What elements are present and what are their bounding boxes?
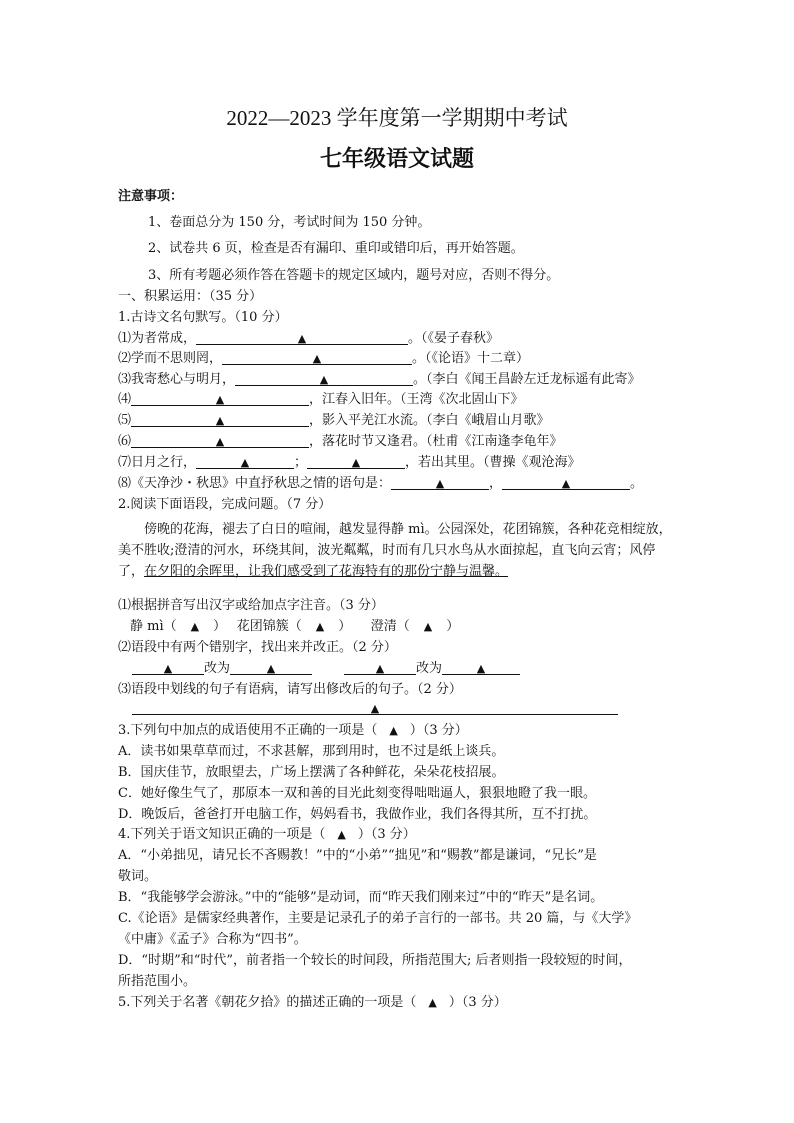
q2-passage: 傍晚的花海，褪去了白日的喧闹，越发显得静 mì。公园深处，花团锦簇，各种花竞相绽放，美不胜收;澄清的河水，环绕其间，波光粼粼，时而有几只水鸟从水面掠起，直飞向云宵；风停了，在夕阳的余晖里，让我们感受到了花海特有的那份宁静与温馨。: [118, 522, 672, 579]
answer-marker-icon: ▲: [297, 332, 307, 345]
q4-option-a-line-1: A．“小弟拙见，请兄长不吝赐教！”中的“小弟”“拙见”和“赐教”都是谦词，“兄长”是: [118, 848, 597, 863]
underlined-sentence: 在夕阳的余晖里，让我们感受到了花海特有的那份宁静与温馨。: [144, 564, 509, 579]
q2-sub-1: ⑴根据拼音写出汉字或给加点字注音。（3 分）: [118, 598, 384, 613]
answer-marker-icon: ▲: [561, 477, 571, 490]
q3-stem: 3.下列句中加点的成语使用不正确的一项是（ ▲ ）（3 分）: [118, 723, 468, 738]
answer-marker-icon[interactable]: ▲: [337, 828, 346, 841]
answer-blank[interactable]: [132, 700, 618, 715]
notice-item-3: 3、所有考题必须作答在答题卡的规定区域内，题号对应，否则不得分。: [148, 268, 560, 283]
answer-blank[interactable]: [502, 475, 630, 490]
q2-sub-1-answers: 静 mì（ ▲ ） 花团锦簇（ ▲ ） 澄清（ ▲ ）: [130, 619, 460, 634]
answer-marker-icon: ▲: [351, 456, 361, 469]
q1-line-8: ⑻《天净沙・秋思》中直抒秋思之情的语句是： ▲ ， ▲ 。: [118, 476, 644, 491]
q4-option-c-line-1: C.《论语》是儒家经典著作，主要是记录孔子的弟子言行的一部书。共 20 篇，与《大学》: [118, 911, 638, 926]
q2-sub-2-answers: ▲ 改为 ▲ ▲ 改为 ▲: [132, 660, 520, 678]
answer-marker-icon: ▲: [215, 393, 225, 406]
answer-marker-icon: ▲: [370, 702, 380, 715]
q1-line-6: ⑹ ▲ ，落花时节又逢君。（杜甫《江南逢李龟年》: [118, 434, 563, 449]
q1-line-7: ⑺日月之行， ▲ ； ▲ ，若出其里。（曹操《观沧海》: [118, 455, 581, 470]
answer-marker-icon[interactable]: ▲: [190, 620, 200, 633]
q1-line-1: ⑴为者常成， ▲ 。（《晏子春秋》: [118, 331, 500, 346]
answer-blank[interactable]: [196, 454, 294, 469]
answer-blank[interactable]: [222, 350, 412, 365]
answer-marker-icon: ▲: [215, 414, 225, 427]
answer-marker-icon: ▲: [240, 456, 250, 469]
answer-marker-icon: ▲: [312, 352, 322, 365]
answer-marker-icon: ▲: [375, 662, 385, 675]
answer-marker-icon[interactable]: ▲: [315, 620, 325, 633]
q2-stem: 2.阅读下面语段，完成问题。（7 分）: [118, 497, 332, 512]
q4-option-d-line-2: 所指范围小。: [118, 974, 197, 989]
q2-sub-3-answer: [132, 700, 618, 718]
answer-blank[interactable]: [230, 660, 312, 675]
answer-blank[interactable]: [307, 454, 405, 469]
notice-heading: 注意事项：: [118, 189, 184, 204]
answer-marker-icon: ▲: [319, 373, 329, 386]
answer-blank[interactable]: [344, 660, 416, 675]
q2-sub-3: ⑶语段中划线的句子有语病，请写出修改后的句子。（2 分）: [118, 682, 462, 697]
answer-blank[interactable]: [391, 475, 489, 490]
exam-title: 2022—2023 学年度第一学期期中考试: [226, 106, 568, 130]
answer-marker-icon[interactable]: ▲: [428, 996, 437, 1009]
q2-sub-2: ⑵语段中有两个错别字，找出来并改正。（2 分）: [118, 640, 397, 655]
answer-marker-icon: ▲: [435, 477, 445, 490]
q4-option-b: B．“我能够学会游泳。”中的“能够”是动词，而“昨天我们刚来过”中的“昨天”是名词。: [118, 890, 604, 905]
answer-blank[interactable]: [235, 371, 413, 386]
q1-line-4: ⑷ ▲ ，江春入旧年。（王湾《次北固山下》: [118, 392, 524, 407]
exam-subtitle: 七年级语文试题: [319, 146, 474, 172]
notice-item-1: 1、卷面总分为 150 分，考试时间为 150 分钟。: [148, 215, 431, 230]
answer-blank[interactable]: [442, 660, 520, 675]
q3-option-d: D．晚饭后，爸爸打开电脑工作，妈妈看书，我做作业，我们各得其所，互不打扰。: [118, 807, 597, 822]
q4-option-c-line-2: 《中庸》《孟子》合称为“四书”。: [118, 932, 307, 947]
q4-stem: 4.下列关于语文知识正确的一项是（ ▲ ）（3 分）: [118, 827, 416, 842]
notice-item-2: 2、试卷共 6 页，检查是否有漏印、重印或错印后，再开始答题。: [148, 241, 524, 256]
answer-blank[interactable]: [131, 391, 309, 406]
q1-line-2: ⑵学而不思则罔， ▲ 。（《论语》十二章）: [118, 351, 530, 366]
answer-marker-icon[interactable]: ▲: [389, 724, 398, 737]
answer-blank[interactable]: [196, 330, 408, 345]
answer-marker-icon: ▲: [215, 435, 225, 448]
q1-stem: 1.古诗文名句默写。（10 分）: [118, 310, 288, 325]
answer-blank[interactable]: [132, 660, 204, 675]
q3-option-b: B．国庆佳节，放眼望去，广场上摆满了各种鲜花，朵朵花枝招展。: [118, 765, 505, 780]
section-1-heading: 一、积累运用：（35 分）: [118, 289, 263, 304]
q5-stem: 5.下列关于名著《朝花夕拾》的描述正确的一项是（ ▲ ）（3 分）: [118, 995, 507, 1010]
q3-option-c: C．她好像生气了，那原本一双和善的目光此刻变得咄咄逼人，狠狠地瞪了我一眼。: [118, 786, 596, 801]
answer-blank[interactable]: [131, 412, 309, 427]
q3-option-a: A．读书如果草草而过，不求甚解，那到用时，也不过是纸上谈兵。: [118, 744, 505, 759]
answer-marker-icon: ▲: [266, 662, 276, 675]
q4-option-d-line-1: D．“时期”和“时代”，前者指一个较长的时间段，所指范围大; 后者则指一段较短的时间，: [118, 953, 632, 968]
answer-marker-icon: ▲: [163, 662, 173, 675]
answer-marker-icon[interactable]: ▲: [423, 620, 433, 633]
answer-marker-icon: ▲: [476, 662, 486, 675]
q1-line-5: ⑸ ▲ ，影入平羌江水流。（李白《峨眉山月歌》: [118, 413, 550, 428]
answer-blank[interactable]: [131, 433, 309, 448]
q1-line-3: ⑶我寄愁心与明月， ▲ 。（李白《闻王昌龄左迁龙标遥有此寄》: [118, 372, 641, 387]
q4-option-a-line-2: 敬词。: [118, 869, 158, 884]
